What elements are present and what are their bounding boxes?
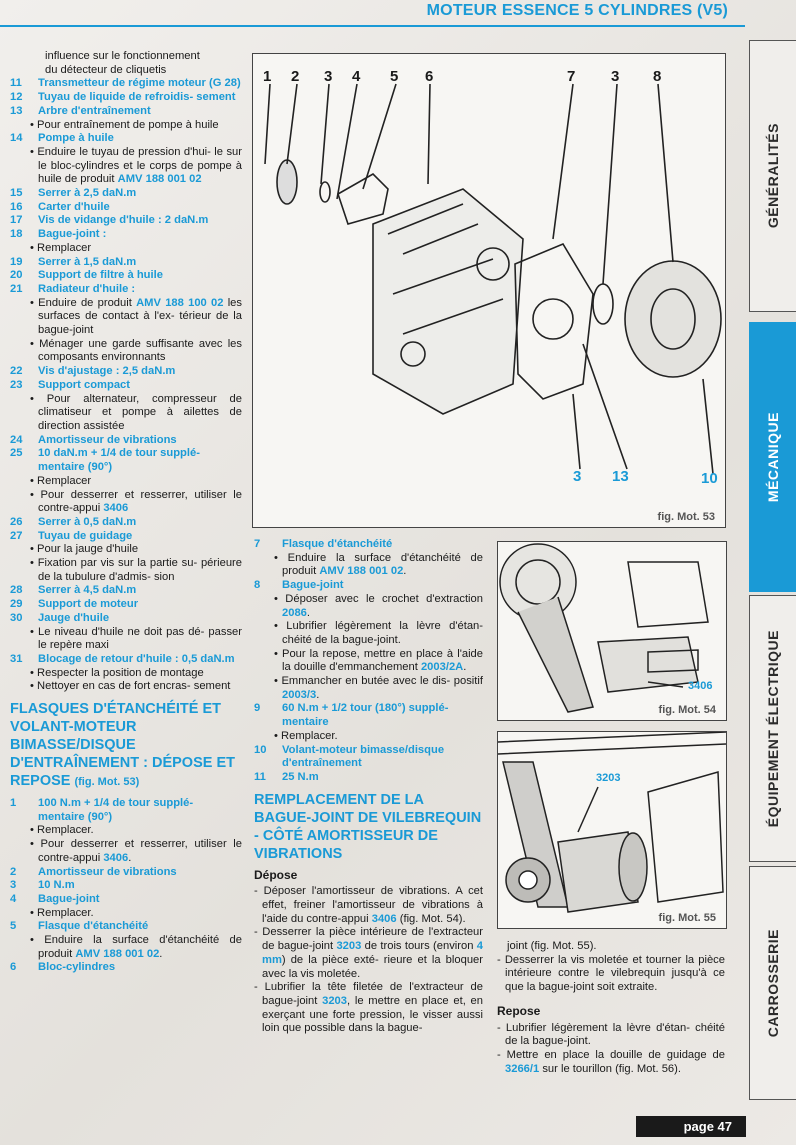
procedure-step: joint (fig. Mot. 55). <box>507 940 597 952</box>
figure-callout: 3203 <box>596 772 621 784</box>
legend-item: 27 Tuyau de guidage <box>10 529 133 542</box>
legend-item: 5 Flasque d'étanchéité <box>10 920 149 933</box>
subheading-depose: Dépose <box>254 867 298 882</box>
legend-item: 4 Bague-joint <box>10 892 100 905</box>
section-heading: REMPLACEMENT DE LA BAGUE-JOINT DE VILEBREQUIN - CÔTÉ AMORTISSEUR DE VIBRATIONS <box>254 791 482 862</box>
legend-note: • Remplacer <box>30 474 92 487</box>
legend-item: 6 Bloc-cylindres <box>10 961 116 974</box>
procedure-step: - Desserrer la pièce intérieure de l'extracteur de bague-joint 3203 de trois tours (environ 4 mm) de la pièce exté- rieure et la bloquer avec la vis moletée. <box>254 926 483 980</box>
legend-item: 21 Radiateur d'huile : <box>10 282 136 295</box>
figure-callout: 1 <box>263 68 272 85</box>
procedure-step: - Lubrifier la tête filetée de l'extracteur de bague-joint 3203, le mettre en place et, en exerçant une forte pression, le visser aussi loin que possible dans la bague- <box>254 981 484 1035</box>
tab-carrosserie[interactable]: CARROSSERIE <box>749 866 796 1100</box>
intro-line: du détecteur de cliquetis <box>45 63 167 76</box>
legend-note: • Fixation par vis sur la partie su- périeure de la tubulure d'admis- sion <box>30 557 242 583</box>
legend-note: • Pour desserrer et resserrer, utiliser le contre-appui 3406 <box>30 488 242 515</box>
figure-caption: fig. Mot. 54 <box>658 704 716 716</box>
figure-callout: 3 <box>324 68 333 85</box>
legend-note: • Emmancher en butée avec le dis- positif 2003/3. <box>274 675 483 701</box>
legend-note: • Déposer avec le crochet d'extraction 2086. <box>274 592 483 619</box>
legend-item: 15 Serrer à 2,5 daN.m <box>10 187 137 200</box>
figure-callout: 7 <box>567 68 576 85</box>
figure-callout: 3 <box>611 68 620 85</box>
procedure-step: - Lubrifier légèrement la lèvre d'étan- chéité de la bague-joint. <box>497 1021 725 1048</box>
legend-item: 30 Jauge d'huile <box>10 611 110 624</box>
legend-item: 3 10 N.m <box>10 879 75 892</box>
legend-note: • Lubrifier légèrement la lèvre d'étan- chéité de la bague-joint. <box>274 620 483 646</box>
figure-caption: fig. Mot. 55 <box>658 912 716 924</box>
procedure-step: - Mettre en place la douille de guidage de 3266/1 sur le tourillon (fig. Mot. 56). <box>497 1048 725 1075</box>
legend-item: 1 100 N.m + 1/4 de tour supplé- mentaire (90°) <box>10 797 194 823</box>
legend-item: 10 Volant-moteur bimasse/disque d'entraînement <box>254 743 445 770</box>
legend-item: 2 Amortisseur de vibrations <box>10 865 177 878</box>
legend-item: 19 Serrer à 1,5 daN.m <box>10 255 137 268</box>
legend-note: • Remplacer. <box>274 729 338 742</box>
page-number: page 47 <box>636 1116 746 1137</box>
legend-note: • Pour alternateur, compresseur de climatiseur et pompe à ailettes de direction assistée <box>30 392 242 432</box>
legend-note: • Pour la jauge d'huile <box>30 543 139 556</box>
figure-mot-53 <box>252 53 726 528</box>
tab-equipement-electrique[interactable]: ÉQUIPEMENT ÉLECTRIQUE <box>749 595 796 862</box>
header-rule <box>0 25 745 27</box>
legend-note: • Pour desserrer et resserrer, utiliser le contre-appui 3406. <box>30 838 242 864</box>
legend-note: • Enduire la surface d'étanchéité de produit AMV 188 001 02. <box>30 934 242 960</box>
figure-callout: 5 <box>390 68 399 85</box>
legend-note: • Respecter la position de montage <box>30 666 204 679</box>
column-2 <box>254 538 483 1036</box>
figure-callout: 8 <box>653 68 662 85</box>
procedure-step: - Déposer l'amortisseur de vibrations. A cet effet, freiner l'amortisseur de vibrations à l'aide du contre-appui 3406 (fig. Mot. 54). <box>254 885 483 925</box>
legend-note: • Enduire le tuyau de pression d'hui- le sur le bloc-cylindres et le corps de pompe à huile de produit AMV 188 001 02 <box>30 145 242 186</box>
legend-item: 7 Flasque d'étanchéité <box>254 538 393 550</box>
figure-callout: 2 <box>291 68 300 85</box>
legend-item: 14 Pompe à huile <box>10 132 114 145</box>
legend-note: • Remplacer <box>30 241 92 254</box>
legend-item: 26 Serrer à 0,5 daN.m <box>10 515 137 528</box>
legend-note: • Remplacer. <box>30 906 94 919</box>
legend-item: 9 60 N.m + 1/2 tour (180°) supplé- mentaire <box>254 702 449 729</box>
legend-note: • Remplacer. <box>30 824 94 837</box>
section-tabs <box>744 40 796 1120</box>
legend-item: 20 Support de filtre à huile <box>10 269 163 282</box>
figure-callout: 3 <box>573 468 582 485</box>
procedure-step: - Desserrer la vis moletée et tourner la pièce intérieure contre le vilebrequin jusqu'à ce que la bague-joint soit extraite. <box>497 953 725 994</box>
figure-caption: fig. Mot. 53 <box>657 511 715 523</box>
figure-callout: 3406 <box>688 680 713 692</box>
legend-note: • Pour entraînement de pompe à huile <box>30 118 219 131</box>
legend-item: 11 25 N.m <box>254 770 319 783</box>
legend-note: • Le niveau d'huile ne doit pas dé- passer le repère maxi <box>30 625 242 652</box>
legend-item: 13 Arbre d'entraînement <box>10 104 151 117</box>
legend-item: 16 Carter d'huile <box>10 200 110 213</box>
tab-generalites[interactable]: GÉNÉRALITÉS <box>749 40 796 312</box>
legend-item: 23 Support compact <box>10 378 130 391</box>
figure-mot-54 <box>497 541 727 721</box>
legend-item: 17 Vis de vidange d'huile : 2 daN.m <box>10 214 209 227</box>
seal-extractor-drawing <box>498 732 726 928</box>
intro-line: influence sur le fonctionnement <box>45 50 200 62</box>
figure-callout: 6 <box>425 68 434 85</box>
figure-callout: 10 <box>701 470 718 487</box>
legend-note: • Pour la repose, mettre en place à l'aide la douille d'emmanchement 2003/2A. <box>274 647 483 674</box>
figure-callout: 4 <box>352 68 361 85</box>
legend-item: 22 Vis d'ajustage : 2,5 daN.m <box>10 365 176 378</box>
figure-mot-55 <box>497 731 727 929</box>
legend-item: 12 Tuyau de liquide de refroidis- sement <box>10 91 236 104</box>
legend-note: • Enduire de produit AMV 188 100 02 les surfaces de contact à l'ex- térieur de la bague-joint <box>30 296 242 337</box>
legend-item: 28 Serrer à 4,5 daN.m <box>10 584 137 597</box>
legend-note: • Nettoyer en cas de fort encras- sement <box>30 680 231 693</box>
legend-item: 24 Amortisseur de vibrations <box>10 433 177 446</box>
page-header <box>0 0 796 26</box>
legend-note: • Enduire la surface d'étanchéité de produit AMV 188 001 02. <box>274 551 483 578</box>
legend-item: 31 Blocage de retour d'huile : 0,5 daN.m <box>10 652 235 665</box>
engine-exploded-drawing <box>253 54 725 527</box>
subheading-repose: Repose <box>497 1003 541 1018</box>
legend-item: 18 Bague-joint : <box>10 228 107 241</box>
legend-item: 29 Support de moteur <box>10 598 139 611</box>
counter-hold-drawing <box>498 542 726 720</box>
chapter-title: MOTEUR ESSENCE 5 CYLINDRES (V5) <box>426 2 728 19</box>
legend-item: 11 Transmetteur de régime moteur (G 28) <box>10 77 241 90</box>
figure-callout: 13 <box>612 468 629 485</box>
section-heading: FLASQUES D'ÉTANCHÉITÉ ET VOLANT-MOTEUR BIMASSE/DISQUE D'ENTRAÎNEMENT : DÉPOSE ET REPOSE (fig. Mot. 53) <box>10 701 235 790</box>
tab-mecanique[interactable]: MÉCANIQUE <box>749 322 796 592</box>
legend-note: • Ménager une garde suffisante avec les composants environnants <box>30 337 242 364</box>
legend-item: 25 10 daN.m + 1/4 de tour supplé- mentaire (90°) <box>10 447 200 474</box>
legend-item: 8 Bague-joint <box>254 579 344 592</box>
column-3 <box>497 940 725 1076</box>
column-1 <box>10 50 242 975</box>
